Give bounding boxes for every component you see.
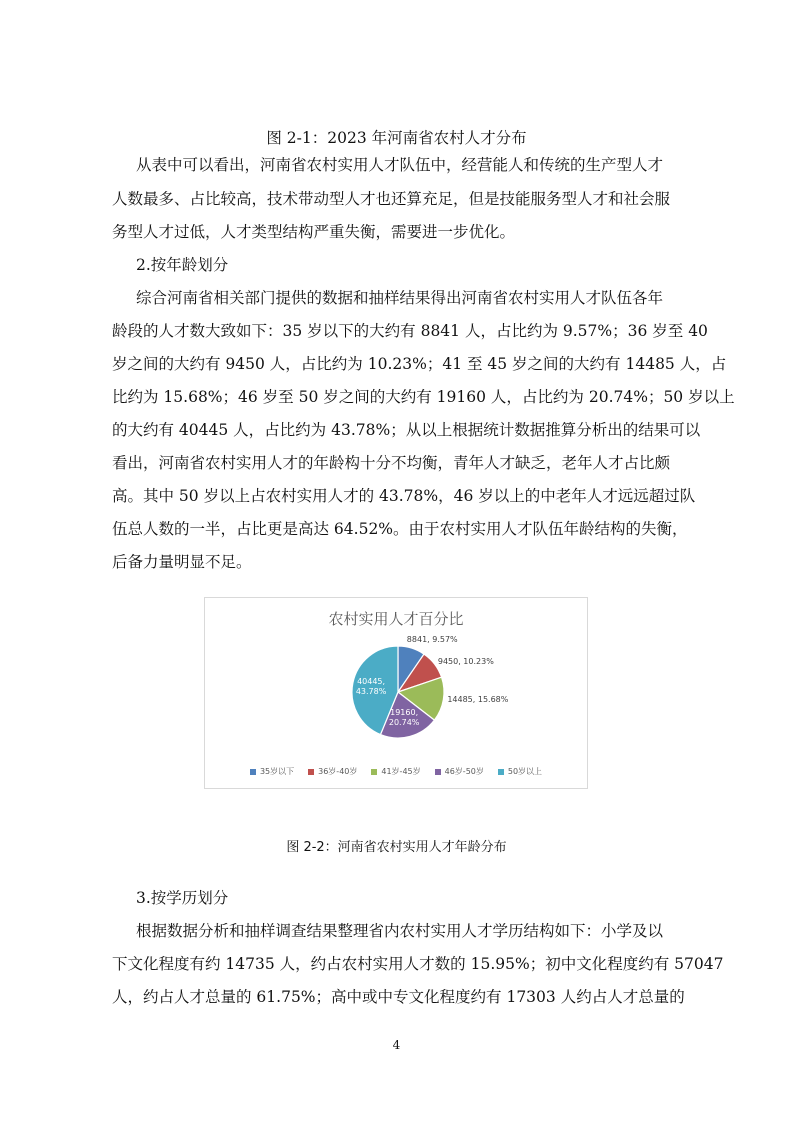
- section-heading-age: 2.按年龄划分: [136, 256, 229, 274]
- legend-item-5: [498, 766, 542, 777]
- figure-1-caption: 图 2-1：2023 年河南省农村人才分布: [266, 129, 527, 147]
- para2-line-6: 看出，河南省农村实用人才的年龄构十分不均衡，青年人才缺乏，老年人才占比颇: [112, 454, 671, 472]
- page-number: 4: [392, 1038, 401, 1052]
- data-label-2: 9450, 10.23%: [437, 656, 494, 666]
- legend-label: 35岁以下: [259, 767, 295, 776]
- data-label-4: 19160, 20.74%: [388, 707, 420, 727]
- para2-line-3: 岁之间的大约有 9450 人，占比约为 10.23%；41 至 45 岁之间的大约有 14485 人，占: [112, 355, 727, 373]
- chart-title: 农村实用人才百分比: [328, 610, 464, 628]
- para3-line-1: 根据数据分析和抽样调查结果整理省内农村实用人才学历结构如下：小学及以: [136, 922, 664, 940]
- para2-line-7: 高。其中 50 岁以上占农村实用人才的 43.78%，46 岁以上的中老年人才远远超过队: [112, 487, 696, 505]
- section-heading-education: 3.按学历划分: [136, 889, 229, 907]
- legend-item-2: [308, 766, 357, 777]
- para3-line-3: 人，约占人才总量的 61.75%；高中或中专文化程度约有 17303 人约占人才总量的: [112, 988, 685, 1006]
- para1-line-2: 人数最多、占比较高，技术带动型人才也还算充足，但是技能服务型人才和社会服: [112, 190, 671, 208]
- pie-chart: [204, 597, 588, 789]
- data-label-3: 14485, 15.68%: [447, 695, 509, 705]
- legend-item-4: [435, 766, 484, 777]
- legend-swatch: [435, 769, 441, 775]
- data-label-1: 8841, 9.57%: [406, 635, 458, 645]
- para2-line-5: 的大约有 40445 人，占比约为 43.78%；从以上根据统计数据推算分析出的结果可以: [112, 421, 701, 439]
- legend-label: 46岁-50岁: [444, 767, 484, 776]
- para2-line-4: 比约为 15.68%；46 岁至 50 岁之间的大约有 19160 人，占比约为 20.74%；50 岁以上: [112, 388, 735, 406]
- figure-2-caption: 图 2-2：河南省农村实用人才年龄分布: [286, 840, 507, 855]
- legend-label: 36岁-40岁: [318, 767, 358, 776]
- para2-line-1: 综合河南省相关部门提供的数据和抽样结果得出河南省农村实用人才队伍各年: [136, 289, 664, 307]
- pie-chart-canvas: [205, 598, 587, 788]
- legend-swatch: [250, 769, 256, 775]
- legend-swatch: [498, 769, 504, 775]
- para2-line-8: 伍总人数的一半，占比更是高达 64.52%。由于农村实用人才队伍年龄结构的失衡，: [112, 520, 688, 538]
- para2-line-9: 后备力量明显不足。: [112, 553, 252, 571]
- legend-label: 41岁-45岁: [381, 767, 421, 776]
- para2-line-2: 龄段的人才数大致如下：35 岁以下的大约有 8841 人，占比约为 9.57%；36 岁至 40: [112, 322, 708, 340]
- para1-line-3: 务型人才过低，人才类型结构严重失衡，需要进一步优化。: [112, 223, 516, 241]
- para1-line-1: 从表中可以看出，河南省农村实用人才队伍中，经营能人和传统的生产型人才: [136, 156, 664, 174]
- legend-swatch: [308, 769, 314, 775]
- para3-line-2: 下文化程度有约 14735 人，约占农村实用人才数的 15.95%；初中文化程度约有 57047: [112, 955, 724, 973]
- chart-legend: [205, 766, 587, 777]
- legend-item-3: [371, 766, 420, 777]
- legend-item-1: [250, 766, 294, 777]
- legend-swatch: [371, 769, 377, 775]
- data-label-5: 40445, 43.78%: [355, 676, 387, 696]
- legend-label: 50岁以上: [507, 767, 543, 776]
